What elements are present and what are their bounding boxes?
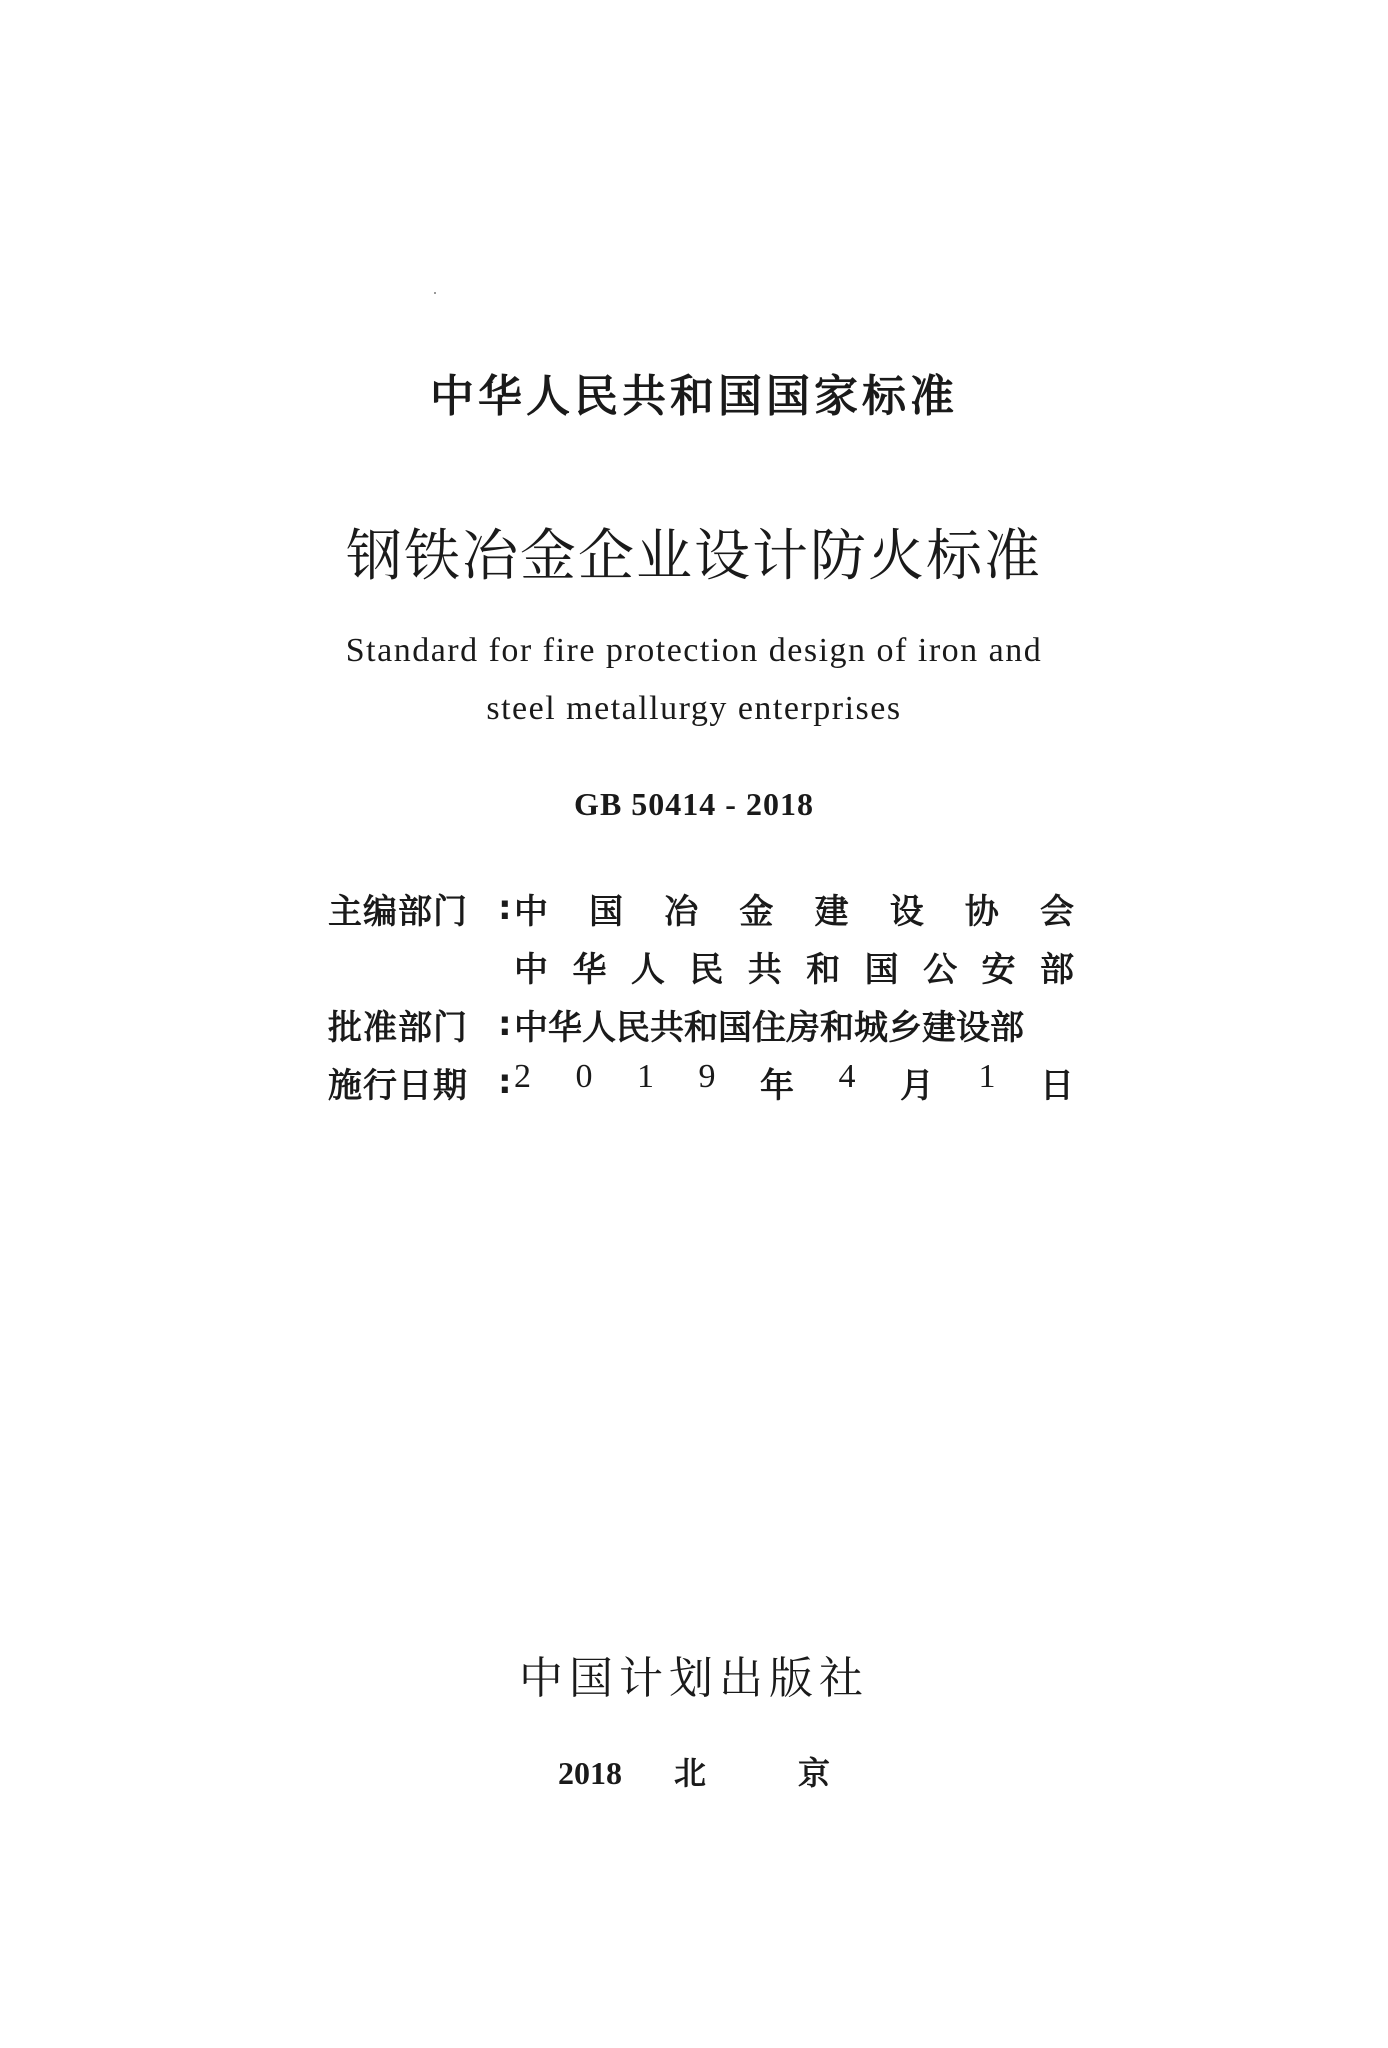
char: 人 [630, 949, 665, 990]
chief-editor-row [328, 886, 1074, 930]
chief-editor-label: 主编部门 [328, 891, 468, 932]
label-colon: : [498, 888, 512, 928]
chief-editor-row-2 [328, 944, 1074, 988]
national-standard-heading: 中华人民共和国国家标准 [430, 371, 958, 422]
effective-date-label: 施行日期 [328, 1065, 468, 1106]
char: 民 [689, 949, 724, 990]
char: 国 [864, 949, 899, 990]
effective-date-row [328, 1057, 1074, 1106]
english-title-line-2: steel metallurgy enterprises [486, 690, 902, 727]
char: 月 [900, 1065, 934, 1106]
char: 共 [747, 949, 782, 990]
char: 冶 [664, 891, 699, 932]
approver-value: 中华人民共和国住房和城乡建设部 [514, 1007, 1024, 1048]
char: 1 [978, 1057, 996, 1095]
char: 部 [1039, 949, 1074, 990]
char: 会 [1039, 891, 1074, 932]
char: 公 [923, 949, 958, 990]
publication-year: 2018 [557, 1755, 622, 1791]
publisher-name: 中国计划出版社 [519, 1653, 869, 1704]
approver-label: 批准部门 [328, 1007, 468, 1048]
char: 设 [889, 891, 924, 932]
char: 9 [698, 1057, 716, 1095]
publication-city-char-1: 北 [673, 1754, 706, 1792]
char: 2 [514, 1057, 531, 1095]
char: 华 [572, 949, 607, 990]
approver-row [328, 1002, 1074, 1046]
char: 中 [514, 891, 548, 932]
char: 年 [760, 1065, 794, 1106]
char: 建 [814, 891, 849, 932]
label-colon: : [498, 1062, 512, 1102]
char: 协 [964, 891, 999, 932]
effective-date-value [514, 1058, 1074, 1107]
char: 和 [806, 949, 841, 990]
char: 金 [739, 891, 774, 932]
publication-city-char-2: 京 [798, 1754, 831, 1792]
chief-editor-1-value [514, 884, 1074, 933]
char: 日 [1040, 1065, 1074, 1106]
char: 4 [838, 1057, 856, 1095]
char: 安 [981, 949, 1016, 990]
scan-speck [434, 292, 436, 294]
label-colon: : [498, 1004, 512, 1044]
publication-year-city [0, 1748, 1388, 1794]
standard-code: GB 50414 - 2018 [574, 786, 814, 822]
english-title-line-1: Standard for fire protection design of iron and [345, 632, 1043, 669]
char: 国 [589, 891, 624, 932]
char: 0 [575, 1057, 593, 1095]
chief-editor-2-value [514, 942, 1074, 991]
char: 1 [637, 1057, 654, 1095]
chinese-title: 钢铁冶金企业设计防火标准 [346, 524, 1042, 589]
char: 中 [514, 949, 548, 990]
